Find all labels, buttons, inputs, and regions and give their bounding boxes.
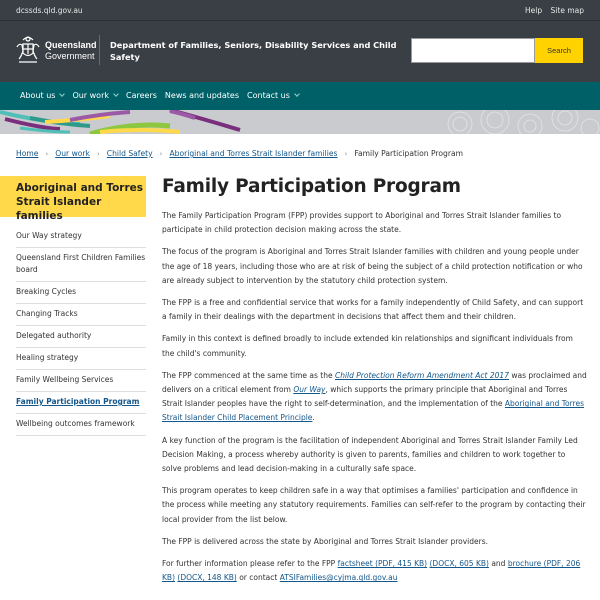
sidebar-item-delegated-authority[interactable]: Delegated authority [16, 326, 146, 348]
coat-of-arms-icon [15, 35, 41, 65]
page-title: Family Participation Program [162, 176, 461, 197]
breadcrumb-our-work[interactable]: Our work [55, 149, 90, 158]
paragraph-family-definition: Family in this context is defined broadly to include extended kin relationships and significant individuals from the child's community. [162, 334, 573, 358]
main-content [162, 176, 587, 593]
sidebar-item-family-wellbeing-services[interactable]: Family Wellbeing Services [16, 370, 146, 392]
factsheet-docx-link[interactable]: (DOCX, 605 KB) [429, 559, 489, 569]
sidebar-item-qld-first-children-families-board[interactable]: Queensland First Children Families board [16, 248, 146, 282]
sidebar-item-changing-tracks[interactable]: Changing Tracks [16, 304, 146, 326]
breadcrumb-home[interactable]: Home [16, 149, 39, 158]
paragraph-delivered: The FPP is delivered across the state by Aboriginal and Torres Strait Islander providers. [162, 536, 489, 546]
logo-queensland: Queensland [45, 40, 97, 50]
paragraph-commenced: The FPP commenced at the same time as the Child Protection Reform Amendment Act 2017 was proclaimed and delivers on a critical element from Our Way, which supports the primary principle that Aboriginal and Torres Strait Islander peoples have the right to self-determination, and the implementation of the Aboriginal and Torres Strait Islander Child Placement Principle. [162, 370, 587, 423]
sidebar-item-our-way-strategy[interactable]: Our Way strategy [16, 226, 146, 248]
paragraph-further-info: For further information please refer to the FPP factsheet (PDF, 415 KB) (DOCX, 605 KB) and brochure (PDF, 206 KB) (DOCX, 148 KB) or contact ATSIFamilies@cyjma.qld.gov.au [162, 559, 581, 583]
nav-item-our-work[interactable]: Our work [72, 91, 118, 100]
breadcrumb-atsi-families[interactable]: Aboriginal and Torres Strait Islander families [169, 149, 338, 158]
header-divider [99, 35, 100, 65]
logo-government: Government [45, 51, 95, 61]
reform-act-link[interactable]: Child Protection Reform Amendment Act 2017 [334, 370, 509, 380]
site-header [0, 21, 600, 82]
search-button[interactable]: Search [535, 38, 583, 63]
sidebar-nav [16, 226, 146, 436]
section-sidebar [0, 176, 146, 436]
breadcrumb-separator-icon: › [96, 149, 100, 158]
contact-email-link[interactable]: ATSIFamilies@cyjma.qld.gov.au [279, 573, 398, 583]
breadcrumb-current: Family Participation Program [354, 149, 464, 158]
breadcrumb [16, 149, 463, 158]
nav-item-careers[interactable]: Careers [126, 91, 157, 100]
main-nav [0, 82, 600, 110]
nav-item-news-and-updates[interactable]: News and updates [164, 91, 240, 100]
decorative-banner [0, 110, 600, 134]
nav-item-contact-us[interactable]: Contact us [247, 91, 299, 100]
paragraph-operates: This program operates to keep children safe in a way that optimises a families' participation and confidence in the process while meeting any statutory requirements. Families can self-refer to the program by contacting their local provider from the list below. [162, 486, 586, 524]
breadcrumb-separator-icon: › [159, 149, 163, 158]
paragraph-intro: The Family Participation Program (FPP) provides support to Aboriginal and Torres Strait Islander families to participate in child protection decision making across the state. [162, 211, 562, 235]
sidebar-heading[interactable]: Aboriginal and Torres Strait Islander families [0, 176, 146, 217]
factsheet-pdf-link[interactable]: factsheet (PDF, 415 KB) [337, 559, 428, 569]
sidebar-item-family-participation-program[interactable]: Family Participation Program [16, 392, 146, 414]
department-name[interactable]: Department of Families, Seniors, Disability Services and Child Safety [110, 40, 397, 62]
child-placement-principle-link[interactable]: Aboriginal and Torres Strait Islander Child Placement Principle [162, 399, 584, 423]
paragraph-key-function: A key function of the program is the facilitation of independent Aboriginal and Torres Strait Islander Family Led Decision Making, a process whereby authority is given to parents, families and children to work together to solve problems and lead decision-making in a culturally safe space. [162, 435, 578, 474]
utility-links [519, 6, 584, 15]
chevron-down-icon [60, 91, 66, 97]
top-utility-bar [0, 0, 600, 21]
search-input[interactable] [411, 38, 535, 63]
site-map-link[interactable]: Site map [550, 6, 584, 15]
sidebar-item-breaking-cycles[interactable]: Breaking Cycles [16, 282, 146, 304]
paragraph-focus: The focus of the program is Aboriginal and Torres Strait Islander families with children and young people under the age of 18 years, including those who are at risk of being the subject of a child protection notification or who are already subject to intervention by the statutory child protection system. [162, 247, 583, 285]
our-way-link[interactable]: Our Way [293, 385, 326, 395]
brochure-pdf-link[interactable]: brochure (PDF, 206 KB) [162, 559, 581, 583]
brochure-docx-link[interactable]: (DOCX, 148 KB) [177, 573, 237, 583]
chevron-down-icon [294, 91, 300, 97]
sidebar-item-healing-strategy[interactable]: Healing strategy [16, 348, 146, 370]
sidebar-item-wellbeing-outcomes-framework[interactable]: Wellbeing outcomes framework [16, 414, 146, 436]
qld-government-logo[interactable] [15, 35, 103, 69]
paragraph-free-service: The FPP is a free and confidential service that works for a family independently of Child Safety, and can support a family in their dealings with the department in decisions that affect them and their children. [162, 298, 584, 322]
nav-item-about-us[interactable]: About us [20, 91, 64, 100]
banner-artwork-icon [0, 110, 600, 134]
chevron-down-icon [113, 91, 119, 97]
help-link[interactable]: Help [525, 6, 543, 15]
site-url[interactable]: dcssds.qld.gov.au [16, 6, 83, 15]
breadcrumb-separator-icon: › [45, 149, 49, 158]
breadcrumb-separator-icon: › [344, 149, 348, 158]
breadcrumb-child-safety[interactable]: Child Safety [106, 149, 153, 158]
